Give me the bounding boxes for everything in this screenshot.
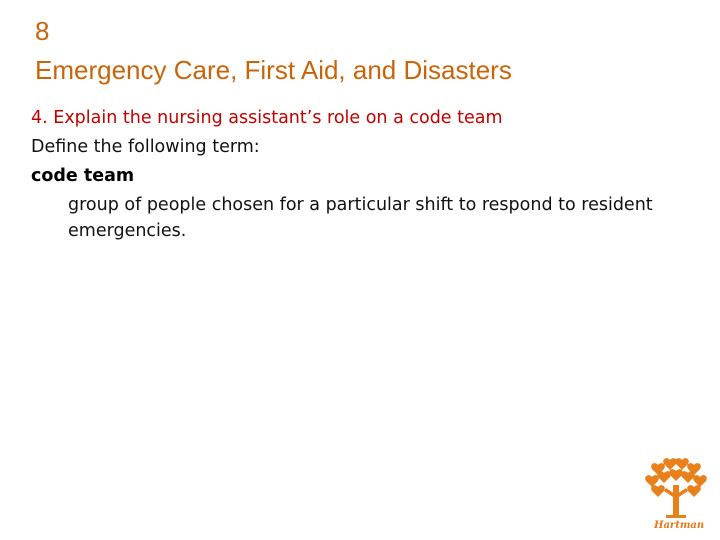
chapter-title: Emergency Care, First Aid, and Disasters	[35, 55, 512, 85]
chapter-number: 8	[35, 16, 50, 46]
term-heading: code team	[31, 166, 135, 186]
learning-objective: 4. Explain the nursing assistant’s role on a code team	[31, 108, 503, 128]
term-definition: group of people chosen for a particular shift to respond to resident emergencies.	[68, 195, 653, 241]
logo-wordmark: Hartman	[654, 520, 705, 531]
tree-trunk	[673, 485, 679, 515]
instruction-text: Define the following term:	[31, 137, 260, 157]
